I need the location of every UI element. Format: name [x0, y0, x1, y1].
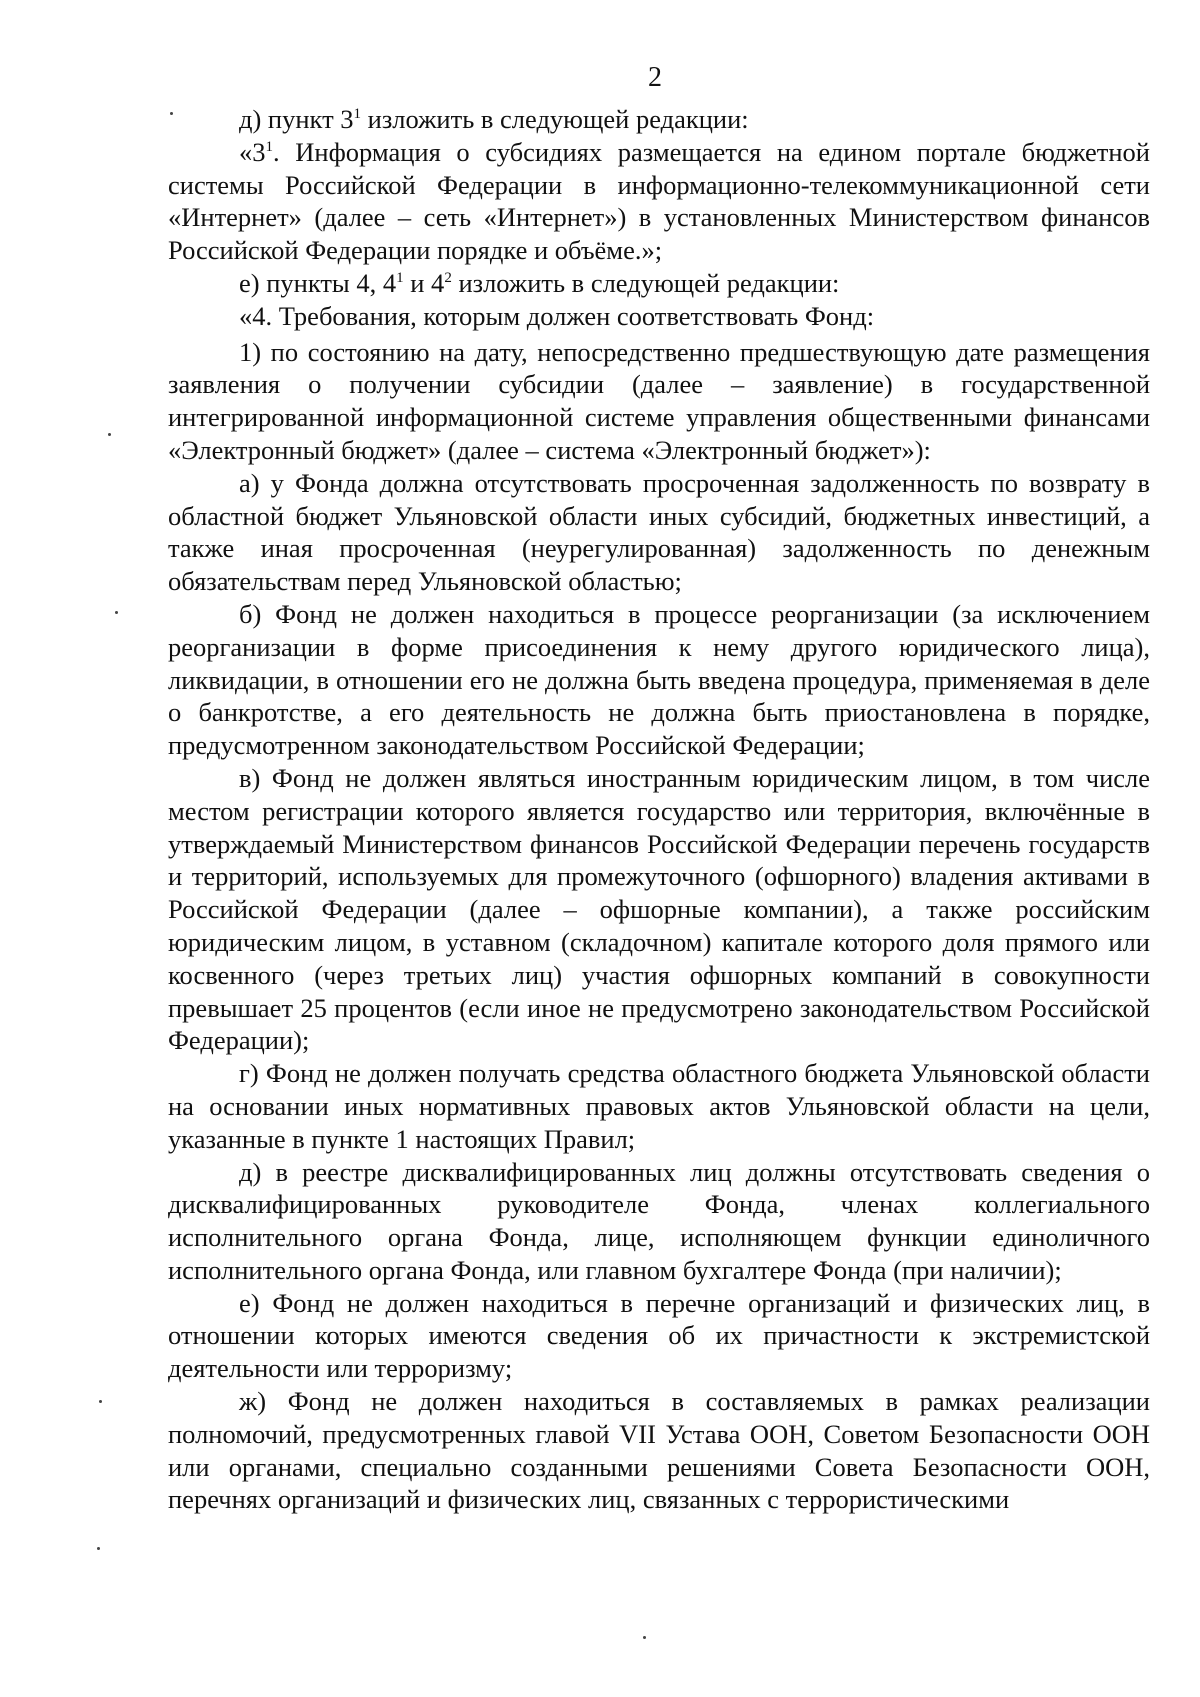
paragraph-p-4-1-v — [168, 762, 1150, 1057]
superscript: 1 — [265, 138, 273, 155]
paragraph-text: «4. Требования, которым должен соответствовать Фонд: — [239, 300, 875, 331]
paragraph-text: изложить в следующей редакции: — [361, 104, 749, 134]
paragraph-p-4-1-b — [168, 598, 1150, 762]
paragraph-p-4-1 — [168, 336, 1150, 467]
paragraph-text: ж) Фонд не должен находиться в составляемых в рамках реализации полномочий, предусмотренных главой VII Устава ООН, Советом Безопасности ООН или органами, специально созданными решениями Совета Безопасности ООН, перечнях организаций и физических лиц, связанных с террористическими — [168, 1386, 1150, 1515]
paragraph-p-3-1 — [168, 136, 1150, 267]
paragraph-d-3-1-intro — [168, 103, 1150, 136]
scan-speck — [108, 433, 111, 436]
paragraph-text: 1) по состоянию на дату, непосредственно предшествующую дате размещения заявления о получении субсидии (далее – заявление) в государственной интегрированной информационной системе управления общественными финансами «Электронный бюджет» (далее – система «Электронный бюджет»): — [168, 336, 1150, 465]
paragraph-p-4-1-d — [168, 1156, 1150, 1287]
scan-speck — [170, 112, 173, 115]
page-number: 2 — [648, 62, 662, 93]
paragraph-p-4-1-a — [168, 467, 1150, 598]
superscript: 1 — [396, 270, 404, 287]
paragraph-p-4-1-g — [168, 1057, 1150, 1155]
paragraph-p-4-1-e — [168, 1287, 1150, 1385]
paragraph-text: изложить в следующей редакции: — [451, 267, 840, 298]
scan-speck — [643, 1636, 646, 1639]
paragraph-text: е) пункты 4, 4 — [239, 267, 397, 298]
superscript: 1 — [353, 106, 362, 123]
scan-speck — [99, 1400, 102, 1403]
document-body — [168, 103, 1150, 1516]
paragraph-text: д) в реестре дисквалифицированных лиц должны отсутствовать сведения о дисквалифицированных руководителе Фонда, членах коллегиального исполнительного органа Фонда, лице, исполняющем функции единоличного исполнительного органа Фонда, или главном бухгалтере Фонда (при наличии); — [168, 1156, 1150, 1285]
paragraph-text: в) Фонд не должен являться иностранным юридическим лицом, в том числе местом регистрации которого является государство или территория, включённые в утверждаемый Министерством финансов Российской Федерации перечень государств и территорий, используемых для промежуточного (офшорного) владения активами в Российской Федерации (далее – офшорные компании), а также российским юридическим лицом, в уставном (складочном) капитале которого доля прямого или косвенного (через третьих лиц) участия офшорных компаний в совокупности превышает 25 процентов (если иное не предусмотрено законодательством Российской Федерации); — [168, 762, 1150, 1056]
paragraph-text: «3 — [239, 136, 266, 167]
scan-speck — [115, 611, 118, 614]
paragraph-p-4 — [168, 300, 1150, 333]
superscript: 2 — [444, 270, 452, 287]
paragraph-text: а) у Фонда должна отсутствовать просроченная задолженность по возврату в областной бюджет Ульяновской области иных субсидий, бюджетных инвестиций, а также иная просроченная (неурегулированная) задолженность по денежным обязательствам перед Ульяновской областью; — [168, 467, 1150, 597]
paragraph-text: д) пункт 3 — [239, 104, 354, 134]
paragraph-text: г) Фонд не должен получать средства областного бюджета Ульяновской области на основании иных нормативных правовых актов Ульяновской области на цели, указанные в пункте 1 настоящих Правил; — [168, 1058, 1150, 1154]
paragraph-p-4-1-zh — [168, 1385, 1150, 1516]
paragraph-text: . Информация о субсидиях размещается на едином портале бюджетной системы Российской Федерации в информационно-телекоммуникационной сети «Интернет» (далее – сеть «Интернет») в установленных Министерством финансов Российской Федерации порядке и объёме.»; — [168, 136, 1150, 266]
paragraph-text: е) Фонд не должен находиться в перечне организаций и физических лиц, в отношении которых имеются сведения об их причастности к экстремистской деятельности или терроризму; — [168, 1287, 1150, 1384]
paragraph-text: б) Фонд не должен находиться в процессе реорганизации (за исключением реорганизации в форме присоединения к нему другого юридического лица), ликвидации, в отношении его не должна быть введена процедура, применяемая в деле о банкротстве, а его деятельность не должна быть приостановлена в порядке, предусмотренном законодательством Российской Федерации; — [168, 598, 1150, 761]
paragraph-text: и 4 — [403, 267, 445, 298]
paragraph-e-4-intro — [168, 267, 1150, 300]
scan-speck — [97, 1547, 100, 1550]
